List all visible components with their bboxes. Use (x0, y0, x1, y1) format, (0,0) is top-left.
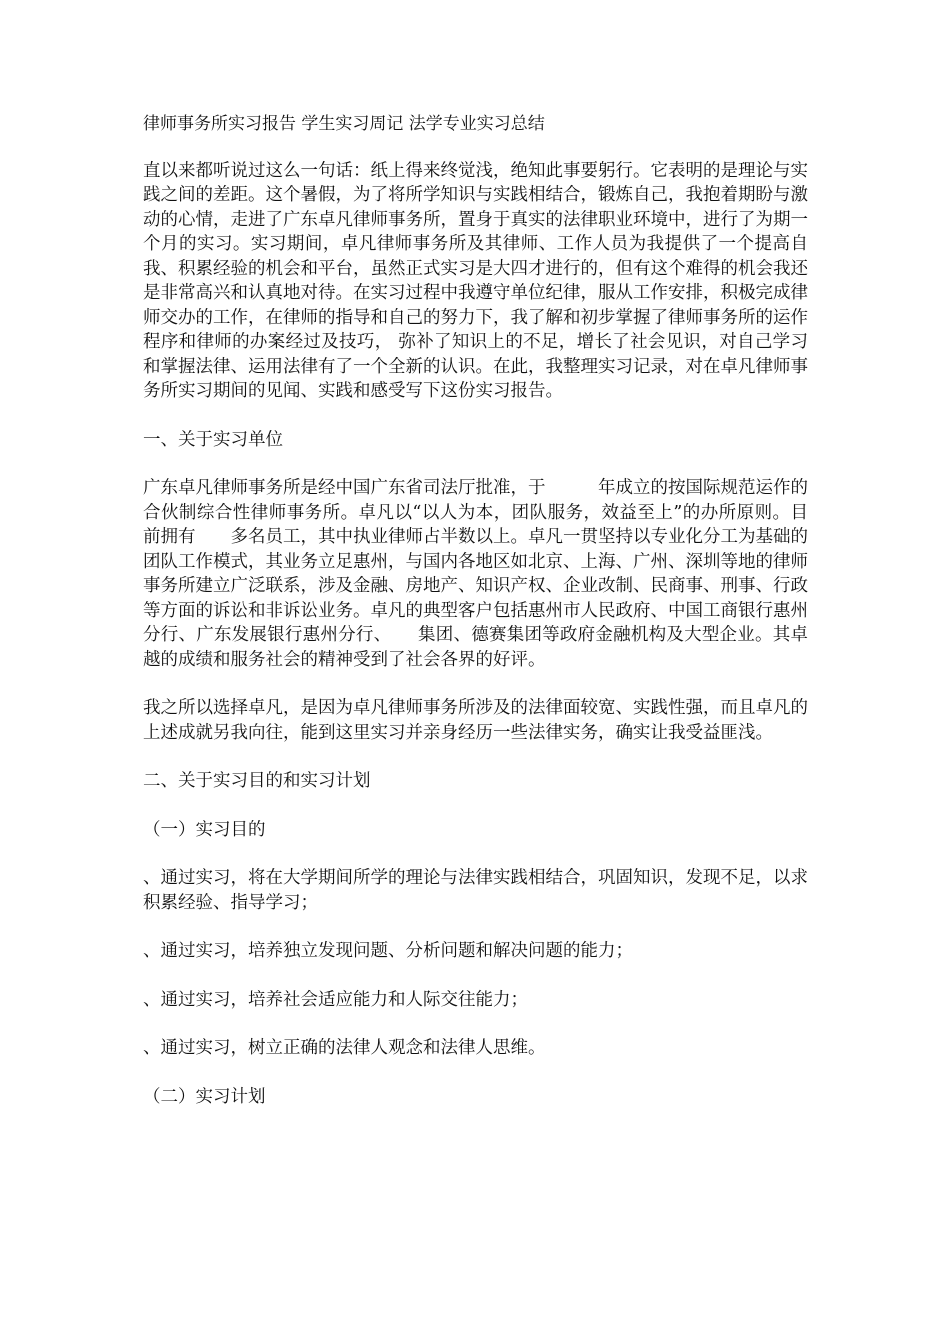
section-heading-purpose-plan: 二、关于实习目的和实习计划 (143, 771, 371, 791)
intro-paragraph: 直以来都听说过这么一句话：纸上得来终觉浅，绝知此事要躬行。它表明的是理论与实践之间的差距。这个暑假，为了将所学知识与实践相结合，锻炼自己，我抱着期盼与激动的心情，走进了广东卓凡律师事务所，置身于真实的法律职业环境中，进行了为期一个月的实习。实习期间，卓凡律师事务所及其律师、工作人员为我提供了一个提高自我、积累经验的机会和平台，虽然正式实习是大四才进行的，但有这个难得的机会我还是非常高兴和认真地对待。在实习过程中我遵守单位纪律，服从工作安排，积极完成律师交办的工作，在律师的指导和自己的努力下，我了解和初步掌握了律师事务所的运作程序和律师的办案经过及技巧， 弥补了知识上的不足，增长了社会见识，对自己学习和掌握法律、运用法律有了一个全新的认识。在此，我整理实习记录，对在卓凡律师事务所实习期间的见闻、实践和感受写下这份实习报告。 (143, 160, 808, 401)
purpose-item-3: 、通过实习，培养社会适应能力和人际交往能力； (143, 989, 528, 1010)
document-title: 律师事务所实习报告 学生实习周记 法学专业实习总结 (143, 114, 545, 134)
purpose-item-4: 、通过实习，树立正确的法律人观念和法律人思维。 (143, 1038, 546, 1058)
choice-reason-paragraph: 我之所以选择卓凡，是因为卓凡律师事务所涉及的法律面较宽、实践性强，而且卓凡的上述成就另我向往，能到这里实习并亲身经历一些法律实务，确实让我受益匪浅。 (143, 698, 808, 743)
document-body (143, 112, 808, 1133)
purpose-item-2: 、通过实习，培养独立发现问题、分析问题和解决问题的能力； (143, 941, 633, 961)
purpose-item-1: 、通过实习，将在大学期间所学的理论与法律实践相结合，巩固知识，发现不足，以求积累经验、指导学习； (143, 868, 808, 913)
section-heading-internship-unit: 一、关于实习单位 (143, 429, 283, 450)
firm-description-paragraph: 广东卓凡律师事务所是经中国广东省司法厅批准，于 年成立的按国际规范运作的合伙制综合性律师事务所。卓凡以“以人为本，团队服务，效益至上”的办所原则。目前拥有 多名员工，其中执业律师占半数以上。卓凡一贯坚持以专业化分工为基础的团队工作模式，其业务立足惠州，与国内各地区如北京、上海、广州、深圳等地的律师事务所建立广泛联系，涉及金融、房地产、知识产权、企业改制、民商事、刑事、行政等方面的诉讼和非诉讼业务。卓凡的典型客户包括惠州市人民政府、中国工商银行惠州分行、广东发展银行惠州分行、 集团、德赛集团等政府金融机构及大型企业。其卓越的成绩和服务社会的精神受到了社会各界的好评。 (143, 478, 808, 670)
subheading-plan: （二）实习计划 (143, 1086, 266, 1107)
subheading-purpose: （一）实习目的 (143, 819, 266, 840)
